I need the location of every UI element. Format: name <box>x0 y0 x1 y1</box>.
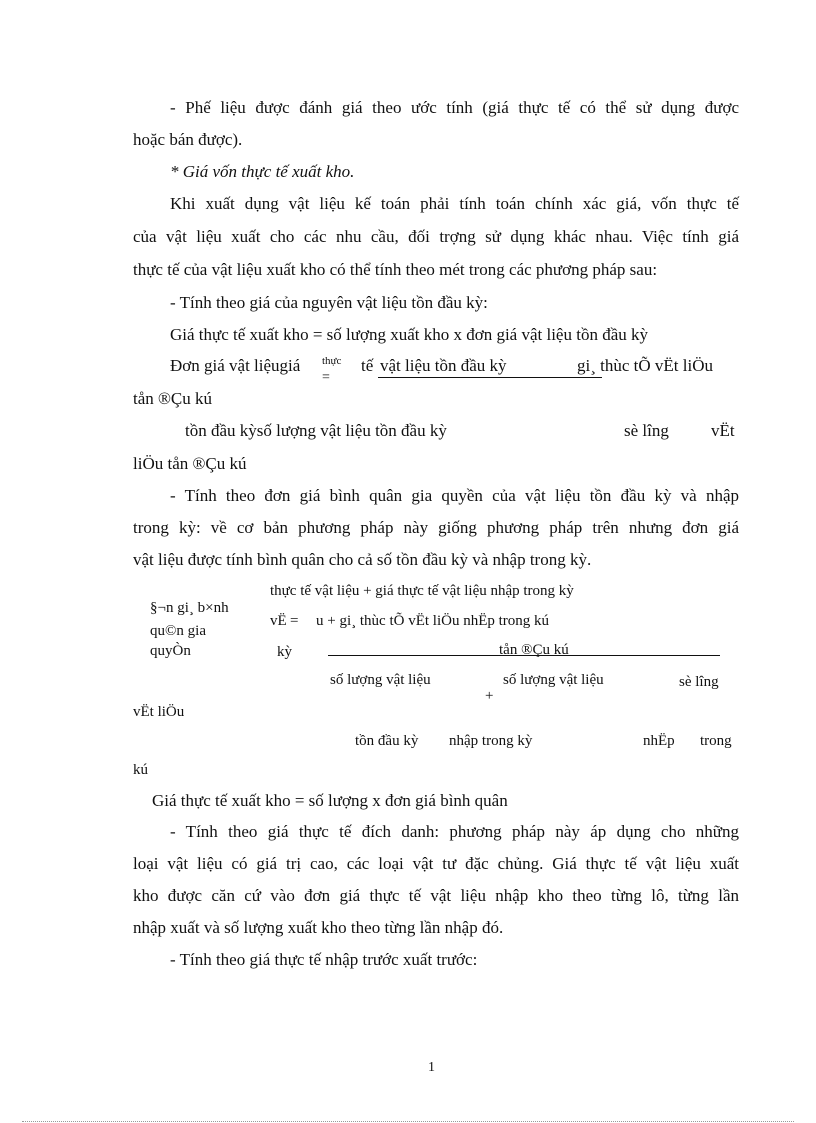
formula2-numerator-top: thực tế vật liệu + giá thực tế vật liệu nhập trong kỳ <box>270 583 574 599</box>
para-scrap-valuation-line1 <box>170 98 739 118</box>
formula2-garbled-ku: kú <box>133 762 148 778</box>
para-scrap-valuation-line2: hoặc bán được). <box>133 130 243 149</box>
formula1-garbled-se: sè lîng <box>624 421 669 440</box>
formula2-garbled-se: sè lîng <box>679 674 719 690</box>
formula2-nhap-trong-ky: nhập trong kỳ <box>449 733 533 749</box>
formula1-te: tế <box>361 356 374 375</box>
formula2-garbled-vl: vËt liÖu <box>133 704 185 720</box>
formula2-fraction-bar <box>328 655 720 656</box>
formula1-garbled-line2: tån ®Çu kú <box>133 389 213 408</box>
formula2-left-line1: §¬n gi¸ b×nh <box>150 600 229 616</box>
formula2-plus: + <box>485 688 494 704</box>
page-bottom-border <box>22 1121 794 1122</box>
text: - Phế liệu được đánh giá theo ước tính (giá thực tế có thể sử dụng được <box>170 98 739 117</box>
formula2-ky: kỳ <box>277 644 292 660</box>
formula1-denominator: tồn đầu kỳsố lượng vật liệu tồn đầu kỳ <box>185 421 447 440</box>
formula2-denominator-a: số lượng vật liệu <box>330 672 431 688</box>
para-issue-line2 <box>133 227 739 247</box>
text: - Tính theo giá thực tế đích danh: phương pháp này áp dụng cho những <box>170 822 739 841</box>
para-weighted-average-line1 <box>170 486 739 506</box>
formula2-garbled-nhep: nhËp <box>643 733 675 749</box>
para-issue-line1 <box>170 194 739 214</box>
formula2-garbled-ton: tån ®Çu kú <box>499 642 569 658</box>
para-specific-id-line3 <box>133 886 739 906</box>
heading-cost-of-issued-goods: * Giá vốn thực tế xuất kho. <box>170 162 355 181</box>
formula2-equals: = <box>290 613 299 629</box>
text: Khi xuất dụng vật liệu kế toán phải tính toán chính xác giá, vốn thực tế <box>170 194 739 213</box>
formula2-ton-dau-ky: tồn đầu kỳ <box>355 733 419 749</box>
formula1-garbled-line4: liÖu tån ®Çu kú <box>133 454 247 473</box>
text: trong kỳ: về cơ bản phương pháp này giống phương pháp trên nhưng đơn giá <box>133 518 739 537</box>
formula2-left-line3: quyÒn <box>150 643 191 659</box>
para-issue-line3: thực tế của vật liệu xuất kho có thể tính theo mét trong các phương pháp sau: <box>133 260 658 279</box>
text: loại vật liệu có giá trị cao, các loại vật tư đặc chủng. Giá thực tế vật liệu xuất <box>133 854 739 873</box>
para-weighted-average-line2 <box>133 518 739 538</box>
formula1-unit-price-label: Đơn giá vật liệugiá <box>170 356 301 375</box>
formula1-garbled-vat: vËt <box>711 421 735 440</box>
method-fifo: - Tính theo giá thực tế nhập trước xuất trước: <box>170 950 478 969</box>
para-specific-id-line2 <box>133 854 739 874</box>
formula1-garbled-right: gi¸ thùc tÕ vËt liÖu <box>577 356 713 375</box>
page-number: 1 <box>428 1060 435 1075</box>
formula-issue-cost: Giá thực tế xuất kho = số lượng xuất kho x đơn giá vật liệu tồn đầu kỳ <box>170 325 649 344</box>
formula-average-issue-cost: Giá thực tế xuất kho = số lượng x đơn giá bình quân <box>152 791 508 810</box>
formula1-fraction-bar <box>378 377 602 378</box>
formula2-denominator-b: số lượng vật liệu <box>503 672 604 688</box>
para-weighted-average-line3: vật liệu được tính bình quân cho cả số tồn đầu kỳ và nhập trong kỳ. <box>133 550 592 569</box>
text: - Tính theo đơn giá bình quân gia quyền của vật liệu tồn đầu kỳ và nhập <box>170 486 739 505</box>
formula2-left-line2: qu©n gia <box>150 623 206 639</box>
method-opening-stock-price: - Tính theo giá của nguyên vật liệu tồn đầu kỳ: <box>170 293 488 312</box>
formula2-garbled-numerator: u + gi¸ thùc tÕ vËt liÖu nhËp trong kú <box>316 613 550 629</box>
formula1-numerator: vật liệu tồn đầu kỳ <box>380 356 507 375</box>
formula1-superscript: thực <box>322 355 342 367</box>
para-specific-id-line4: nhập xuất và số lượng xuất kho theo từng lần nhập đó. <box>133 918 504 937</box>
formula2-garbled-trong: trong <box>700 733 732 749</box>
para-specific-id-line1 <box>170 822 739 842</box>
text: kho được căn cứ vào đơn giá thực tế vật liệu nhập kho theo từng lô, từng lần <box>133 886 739 905</box>
text: của vật liệu xuất cho các nhu cầu, đối trợng sử dụng khác nhau. Việc tính giá <box>133 227 739 246</box>
formula1-equals: = <box>322 370 330 385</box>
formula2-garbled-va: vË <box>270 613 287 629</box>
